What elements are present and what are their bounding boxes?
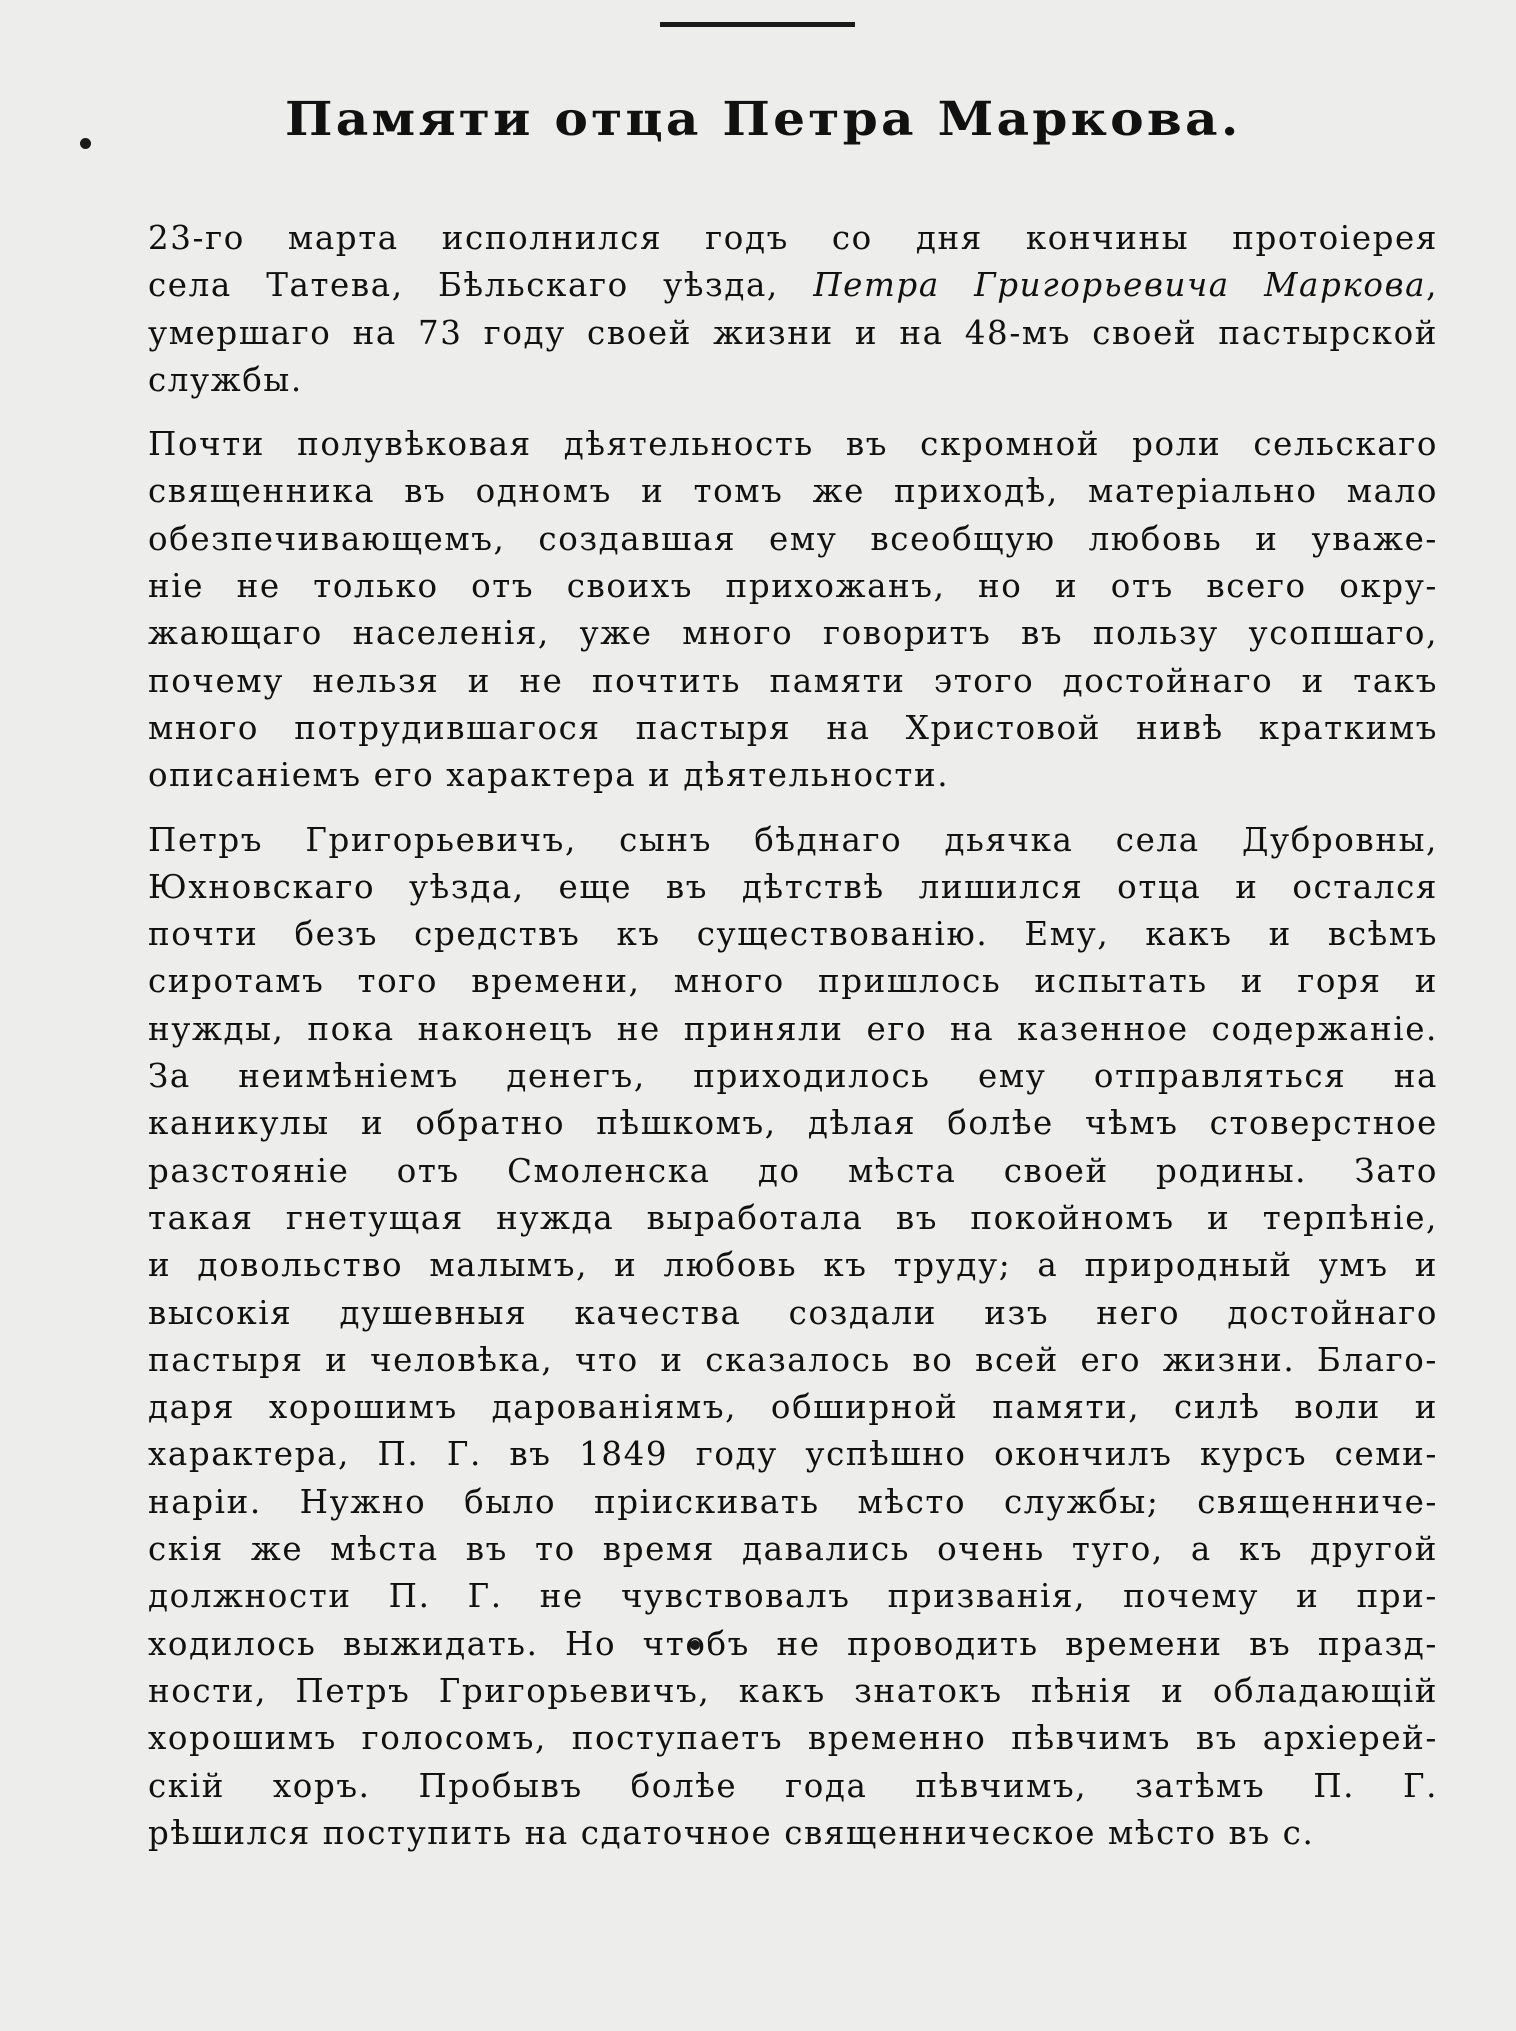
person-name-italic: Петра Григорьевича Маркова bbox=[813, 266, 1427, 305]
article-body bbox=[148, 215, 1438, 1874]
text-line: ніе не только отъ своихъ прихожанъ, но и отъ всего окру- bbox=[148, 567, 1438, 606]
text-line: обезпечивающемъ, создавшая ему всеобщую любовь и уваже- bbox=[148, 519, 1438, 558]
text-line: скія же мѣста въ то время давались очень туго, а къ другой bbox=[148, 1530, 1438, 1569]
text-line: пастыря и человѣка, что и сказалось во всей его жизни. Благо- bbox=[148, 1340, 1438, 1379]
text-line: характера, П. Г. въ 1849 году успѣшно окончилъ курсъ семи- bbox=[148, 1435, 1438, 1474]
text-line: высокія душевныя качества создали изъ него достойнаго bbox=[148, 1293, 1438, 1332]
line-segment: , bbox=[1426, 266, 1438, 305]
text-line: сиротамъ того времени, много пришлось испытать и горя и bbox=[148, 962, 1438, 1001]
article-title: Памяти отца Петра Маркова. bbox=[285, 92, 1242, 147]
text-line: почему нельзя и не почтить памяти этого достойнаго и такъ bbox=[148, 661, 1438, 700]
text-line: жающаго населенія, уже много говоритъ въ пользу усопшаго, bbox=[148, 614, 1438, 653]
text-line: и довольство малымъ, и любовь къ труду; а природный умъ и bbox=[148, 1246, 1438, 1285]
text-line bbox=[148, 262, 1438, 309]
paragraph bbox=[148, 421, 1438, 799]
text-line: Почти полувѣковая дѣятельность въ скромной роли сельскаго bbox=[148, 425, 1438, 464]
text-line: описаніемъ его характера и дѣятельности. bbox=[148, 756, 950, 795]
text-line: рѣшился поступить на сдаточное священническое мѣсто въ с. bbox=[148, 1813, 1315, 1852]
line-segment: села Татева, Бѣльскаго уѣзда, bbox=[148, 266, 814, 305]
text-line: наріи. Нужно было пріискивать мѣсто службы; священниче- bbox=[148, 1482, 1438, 1521]
paragraph bbox=[148, 215, 1438, 404]
text-line: священника въ одномъ и томъ же приходѣ, матеріально мало bbox=[148, 472, 1438, 511]
text-line: скій хоръ. Пробывъ болѣе года пѣвчимъ, затѣмъ П. Г. bbox=[148, 1766, 1438, 1805]
top-rule bbox=[660, 22, 855, 27]
text-line: разстояніе отъ Смоленска до мѣста своей родины. Зато bbox=[148, 1151, 1438, 1190]
paragraph bbox=[148, 817, 1438, 1858]
text-line: службы. bbox=[148, 360, 303, 399]
text-line: каникулы и обратно пѣшкомъ, дѣлая болѣе чѣмъ стоверстное bbox=[148, 1104, 1438, 1143]
text-line: ности, Петръ Григорьевичъ, какъ знатокъ пѣнія и обладающій bbox=[148, 1671, 1438, 1710]
text-line: почти безъ средствъ къ существованію. Ему, какъ и всѣмъ bbox=[148, 915, 1438, 954]
text-line: нужды, пока наконецъ не приняли его на казенное содержаніе. bbox=[148, 1009, 1438, 1048]
text-line: Юхновскаго уѣзда, еще въ дѣтствѣ лишился отца и остался bbox=[148, 867, 1438, 906]
text-line: хорошимъ голосомъ, поступаетъ временно пѣвчимъ въ архіерей- bbox=[148, 1719, 1438, 1758]
text-line: много потрудившагося пастыря на Христовой нивѣ краткимъ bbox=[148, 708, 1438, 747]
text-line: умершаго на 73 году своей жизни и на 48-мъ своей пастырской bbox=[148, 313, 1438, 352]
text-line: Петръ Григорьевичъ, сынъ бѣднаго дьячка села Дубровны, bbox=[148, 820, 1438, 859]
text-line: такая гнетущая нужда выработала въ покойномъ и терпѣніе, bbox=[148, 1198, 1438, 1237]
text-line: даря хорошимъ дарованіямъ, обширной памяти, силѣ воли и bbox=[148, 1388, 1438, 1427]
text-line: ходилось выжидать. Но чтобъ не проводить времени въ празд- bbox=[148, 1624, 1438, 1663]
text-line: должности П. Г. не чувствовалъ призванія, почему и при- bbox=[148, 1577, 1438, 1616]
text-line: За неимѣніемъ денегъ, приходилось ему отправляться на bbox=[148, 1057, 1438, 1096]
text-line: 23-го марта исполнился годъ со дня кончины протоіерея bbox=[148, 219, 1438, 257]
